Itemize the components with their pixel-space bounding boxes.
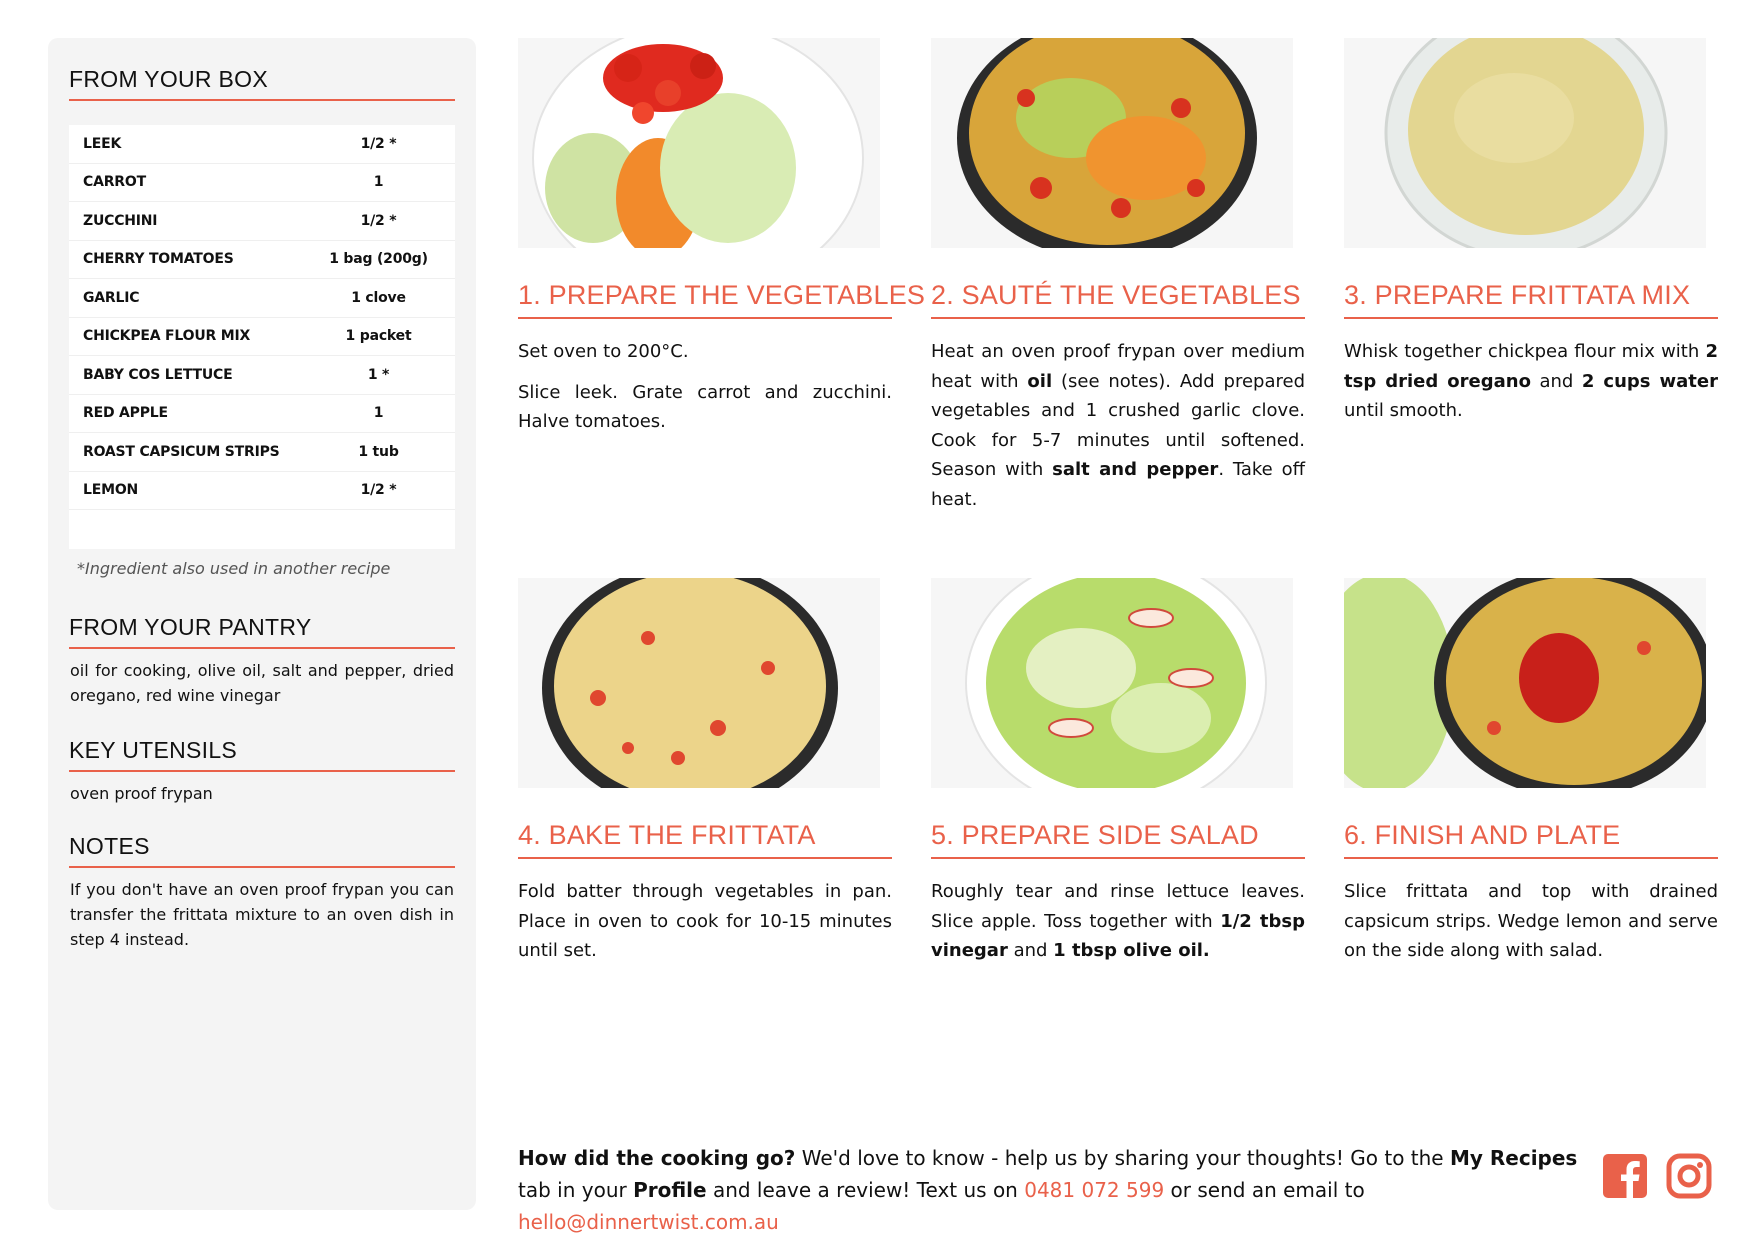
from-your-box-heading: FROM YOUR BOX (69, 66, 455, 101)
ingredient-row (69, 125, 455, 164)
pantry-text: oil for cooking, olive oil, salt and pepper, dried oregano, red wine vinegar (70, 661, 454, 705)
utensils-text: oven proof frypan (70, 784, 213, 803)
ingredients-table (69, 125, 455, 549)
ingredient-name: CHERRY TOMATOES (83, 251, 234, 268)
step-5-body (931, 877, 1305, 977)
step-6-text: Slice frittata and top with drained capsicum strips. Wedge lemon and serve on the side along with salad. (1344, 881, 1718, 961)
empty-row (69, 510, 455, 549)
facebook-icon[interactable] (1602, 1153, 1648, 1199)
ingredient-qty: 1 clove (351, 289, 406, 306)
email-link[interactable]: hello@dinnertwist.com.au (518, 1210, 779, 1234)
ingredient-qty: 1 tub (358, 443, 399, 460)
step-3-photo (1344, 38, 1706, 248)
ingredient-qty: 1/2 * (360, 135, 397, 152)
ingredient-qty: 1 (373, 174, 384, 191)
step-2-title: 2. SAUTÉ THE VEGETABLES (931, 280, 1305, 319)
step-1-title: 1. PREPARE THE VEGETABLES (518, 280, 892, 319)
ingredient-row (69, 472, 455, 511)
ingredient-qty: 1/2 * (360, 212, 397, 229)
step-2-body (931, 337, 1305, 525)
ingredient-name: LEMON (83, 482, 139, 499)
step-5-photo (931, 578, 1293, 788)
step-3-body (1344, 337, 1718, 437)
step-4-body (518, 877, 892, 977)
ingredient-qty: 1/2 * (360, 482, 397, 499)
ingredient-qty: 1 * (367, 366, 390, 383)
ingredient-name: BABY COS LETTUCE (83, 366, 233, 383)
ingredient-name: ZUCCHINI (83, 212, 158, 229)
ingredient-qty: 1 (373, 405, 384, 422)
feedback-footer: How did the cooking go? We'd love to know - help us by sharing your thoughts! Go to the My Recipes tab in your Profile and leave a review! Text us on 0481 072 599 or send an email to hello@dinnertwist.com.au (518, 1146, 1578, 1234)
instagram-icon[interactable] (1666, 1153, 1712, 1199)
ingredient-row (69, 356, 455, 395)
step-6-title: 6. FINISH AND PLATE (1344, 820, 1718, 859)
ingredient-row (69, 433, 455, 472)
step-1-text-2: Slice leek. Grate carrot and zucchini. Halve tomatoes. (518, 381, 892, 432)
key-utensils-heading: KEY UTENSILS (69, 737, 455, 772)
ingredient-row (69, 202, 455, 241)
ingredient-row (69, 241, 455, 280)
step-5-title: 5. PREPARE SIDE SALAD (931, 820, 1305, 859)
ingredient-name: CHICKPEA FLOUR MIX (83, 328, 251, 345)
phone-link[interactable]: 0481 072 599 (1024, 1178, 1165, 1202)
ingredient-row (69, 279, 455, 318)
step-4-photo (518, 578, 880, 788)
step-5-text: Roughly tear and rinse lettuce leaves. Slice apple. Toss together with 1/2 tbsp vinegar and 1 tbsp olive oil. (931, 881, 1306, 961)
footer-question: How did the cooking go? (518, 1146, 796, 1170)
ingredient-qty: 1 bag (200g) (329, 251, 428, 268)
ingredient-qty: 1 packet (345, 328, 412, 345)
notes-text: If you don't have an oven proof frypan you can transfer the frittata mixture to an oven dish in step 4 instead. (70, 880, 454, 949)
ingredient-row (69, 164, 455, 203)
ingredient-name: LEEK (83, 135, 122, 152)
ingredient-name: CARROT (83, 174, 146, 191)
ingredient-row (69, 318, 455, 357)
ingredients-sidebar (48, 38, 476, 1210)
ingredient-row (69, 395, 455, 434)
step-6-photo (1344, 578, 1706, 788)
step-1-body (518, 337, 892, 448)
my-recipes-label: My Recipes (1449, 1146, 1578, 1170)
step-3-title: 3. PREPARE FRITTATA MIX (1344, 280, 1718, 319)
step-1-photo (518, 38, 880, 248)
ingredient-name: ROAST CAPSICUM STRIPS (83, 443, 280, 460)
ingredient-name: RED APPLE (83, 405, 168, 422)
step-6-body (1344, 877, 1718, 977)
footnote: *Ingredient also used in another recipe (77, 559, 391, 578)
profile-label: Profile (633, 1178, 707, 1202)
step-4-title: 4. BAKE THE FRITTATA (518, 820, 892, 859)
step-2-text: Heat an oven proof frypan over medium heat with oil (see notes). Add prepared vegetables and 1 crushed garlic clove. Cook for 5-7 minutes until softened. Season with salt and pepper. Take off heat. (931, 341, 1305, 510)
ingredient-name: GARLIC (83, 289, 140, 306)
step-2-photo (931, 38, 1293, 248)
step-3-text: Whisk together chickpea flour mix with 2 tsp dried oregano and 2 cups water until smooth. (1344, 341, 1718, 421)
step-4-text: Fold batter through vegetables in pan. Place in oven to cook for 10-15 minutes until set. (518, 881, 892, 961)
notes-heading: NOTES (69, 833, 455, 868)
from-your-pantry-heading: FROM YOUR PANTRY (69, 614, 455, 649)
step-1-text-1: Set oven to 200°C. (518, 341, 689, 362)
